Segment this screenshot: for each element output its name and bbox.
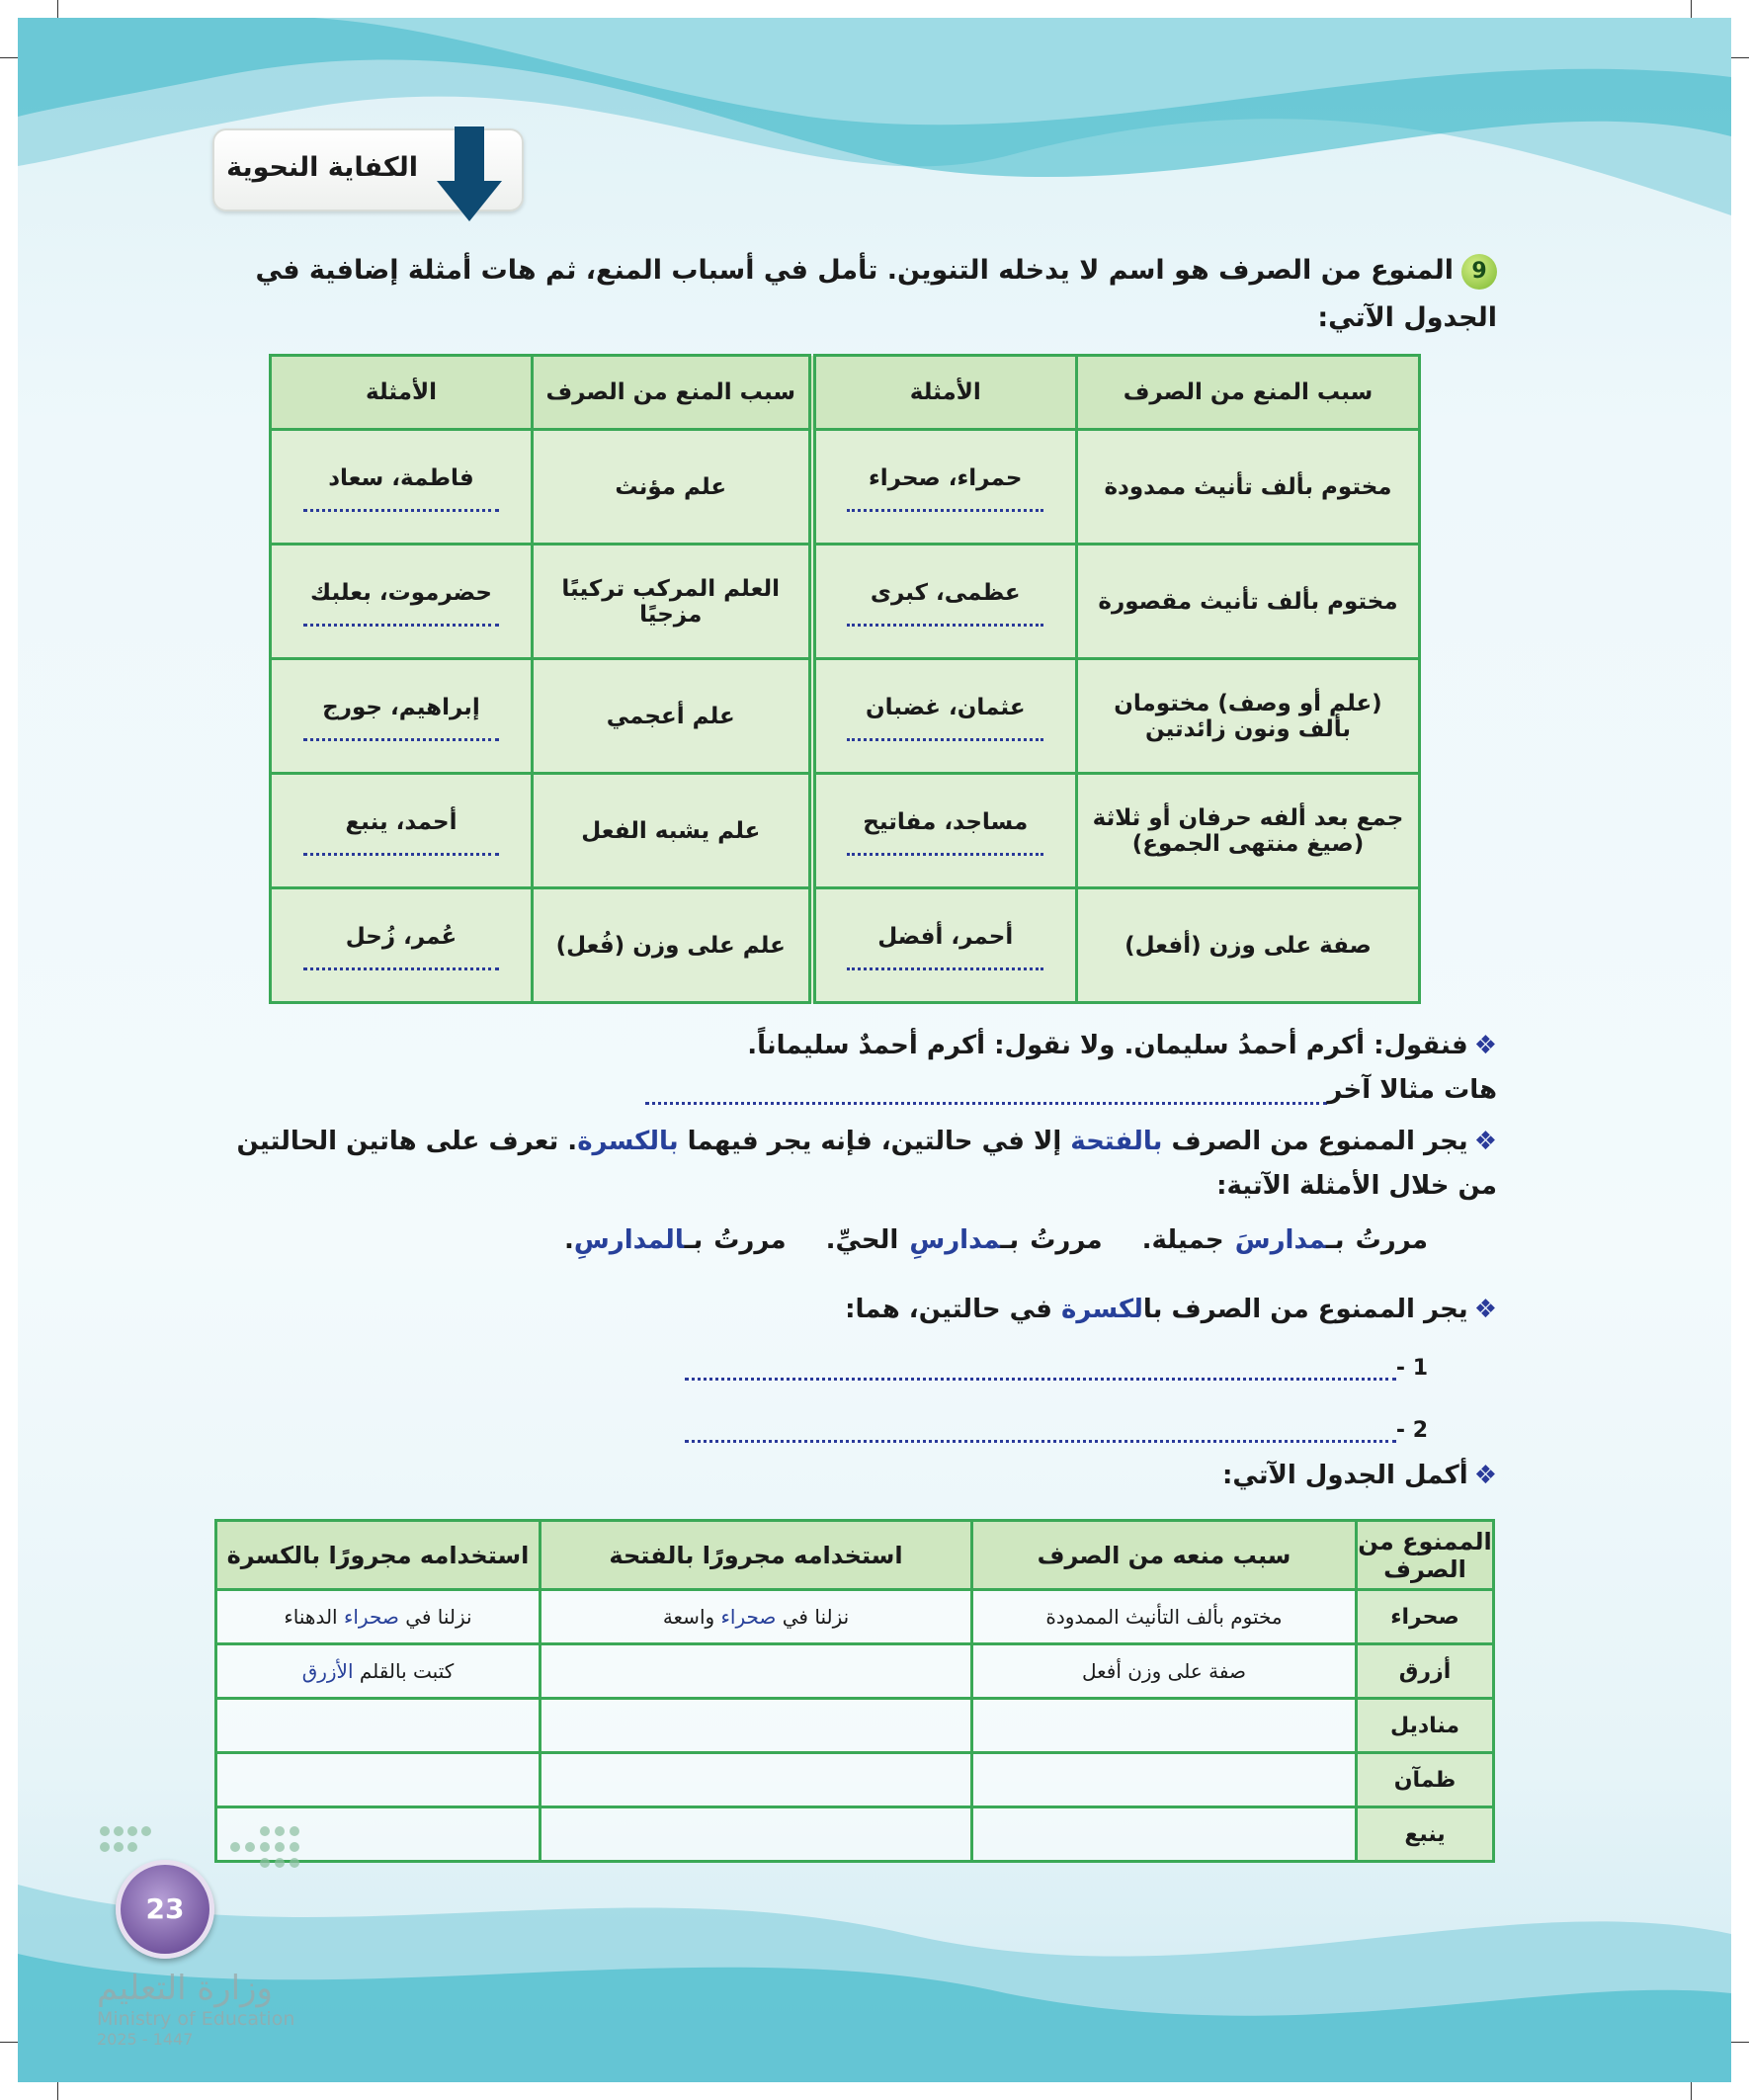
fatha-usage-cell[interactable] [541, 1753, 972, 1807]
examples-cell [271, 545, 533, 659]
example-sentence [826, 1225, 1103, 1255]
text: كتبت بالقلم [353, 1659, 455, 1683]
cell-text: مختوم بألف تأنيث مقصورة [1098, 588, 1398, 615]
kasra-usage-cell[interactable] [216, 1699, 541, 1753]
answer-line-1 [685, 1356, 1428, 1381]
text: يجر الممنوع من الصرف [1162, 1127, 1468, 1156]
answer-field[interactable] [847, 624, 1043, 627]
answer-field[interactable] [685, 1440, 1396, 1443]
cell-text: جمع بعد ألفه حرفان أو ثلاثة (صيغ منتهى الجموع) [1092, 804, 1404, 857]
reason-cell[interactable] [972, 1807, 1357, 1862]
cell-text: (علم أو وصف) مختومان بألف ونون زائدتين [1114, 690, 1382, 742]
reason-cell [533, 545, 812, 659]
reason-cell [1077, 774, 1420, 888]
answer-field[interactable] [847, 967, 1043, 970]
reason-text: مختوم بألف التأنيث الممدودة [1045, 1605, 1283, 1629]
answer-number: 1 - [1395, 1356, 1428, 1381]
table-row [216, 1753, 1494, 1807]
word-cell [1357, 1590, 1494, 1644]
diamond-bullet-icon: ❖ [1473, 1127, 1497, 1156]
examples-table [269, 354, 1421, 1004]
word-text: مناديل [1389, 1713, 1460, 1738]
word-cell [1357, 1753, 1494, 1807]
header-cell: سبب المنع من الصرف [533, 356, 812, 430]
word-text: صحراء [1390, 1604, 1459, 1630]
text: في حالتين، هما: [845, 1295, 1062, 1324]
reason-text: صفة على وزن أفعل [1081, 1659, 1247, 1683]
cell-text: صفة على وزن (أفعل) [1124, 932, 1372, 959]
cell-text: العلم المركب تركيبًا مزجيًا [561, 575, 781, 628]
text: الدهناء [284, 1605, 344, 1629]
header-cell: الأمثلة [271, 356, 533, 430]
text: . [563, 1225, 574, 1255]
cell-text: حضرموت، بعلبك [310, 580, 492, 606]
prompt-text: هات مثالا آخر [1327, 1075, 1497, 1105]
complete-table [214, 1519, 1495, 1863]
logo-english: Ministry of Education [97, 2008, 295, 2030]
diamond-bullet-icon: ❖ [1473, 1295, 1497, 1324]
answer-field[interactable] [847, 738, 1043, 741]
text: واسعة [662, 1605, 721, 1629]
answer-field[interactable] [303, 967, 499, 970]
text: إلا في حالتين، فإنه يجر فيهما [678, 1127, 1071, 1156]
header-cell: استخدامه مجرورًا بالفتحة [541, 1521, 972, 1590]
reason-cell [1077, 430, 1420, 545]
reason-cell [972, 1590, 1357, 1644]
answer-field[interactable] [847, 853, 1043, 856]
answer-field[interactable] [685, 1378, 1396, 1381]
answer-field[interactable] [645, 1102, 1327, 1105]
table-header-row [271, 356, 1420, 430]
examples-cell [812, 545, 1077, 659]
highlight-word: الأزرق [301, 1659, 354, 1683]
reason-cell [533, 659, 812, 774]
highlight-word: صحراء [720, 1605, 777, 1629]
cell-text: مساجد، مفاتيح [863, 809, 1029, 835]
question-number-badge: 9 [1461, 254, 1497, 290]
header-cell: سبب المنع من الصرف [1077, 356, 1420, 430]
cell-text: حمراء، صحراء [869, 465, 1023, 491]
down-arrow-icon [435, 126, 504, 221]
page-number: 23 [116, 1860, 214, 1959]
text: جميلة. [1141, 1225, 1235, 1255]
ministry-logo-dots [97, 1823, 309, 1873]
word-cell [1357, 1644, 1494, 1699]
example-sentence [564, 1225, 787, 1255]
cell-text: عثمان، غضبان [865, 695, 1026, 720]
highlight-word: المدارسِ [573, 1225, 685, 1255]
answer-number: 2 - [1395, 1418, 1428, 1443]
examples-cell [271, 774, 533, 888]
highlight-kasra: لكسرة [1061, 1295, 1143, 1324]
kasra-usage-cell[interactable] [216, 1753, 541, 1807]
highlight-word: مدارسَ [1234, 1225, 1326, 1255]
logo-arabic: وزارة التعليم [97, 1969, 273, 2008]
word-cell [1357, 1699, 1494, 1753]
cell-text: إبراهيم، جورج [322, 695, 480, 720]
answer-field[interactable] [303, 624, 499, 627]
highlight-word: مدارسِ [909, 1225, 1001, 1255]
ministry-logo [97, 1969, 294, 2049]
fatha-usage-cell [541, 1590, 972, 1644]
header-cell: الممنوع من الصرف [1357, 1521, 1494, 1590]
table-row [216, 1807, 1494, 1862]
question-9 [212, 247, 1497, 342]
highlight-kasra: بالكسرة [577, 1127, 679, 1156]
answer-field[interactable] [303, 509, 499, 512]
kasra-usage-cell [216, 1590, 541, 1644]
bullet-rule [212, 1120, 1497, 1209]
word-text: ينبع [1404, 1821, 1446, 1847]
header-cell: الأمثلة [812, 356, 1077, 430]
section-title: الكفاية النحوية [226, 152, 418, 183]
cell-text: علم مؤنث [615, 473, 727, 500]
cell-text: أحمر، أفضل [877, 924, 1014, 950]
header-cell: استخدامه مجرورًا بالكسرة [216, 1521, 541, 1590]
text: مررتُ بـ [684, 1225, 787, 1255]
answer-field[interactable] [847, 509, 1043, 512]
table-row [216, 1644, 1494, 1699]
bullet-complete-table [1222, 1461, 1497, 1490]
reason-cell[interactable] [972, 1753, 1357, 1807]
fatha-usage-cell[interactable] [541, 1807, 972, 1862]
examples-cell [812, 430, 1077, 545]
examples-cell [812, 659, 1077, 774]
examples-cell [812, 774, 1077, 888]
text: يجر الممنوع من الصرف با [1142, 1295, 1468, 1324]
cell-text: فاطمة، سعاد [328, 465, 474, 491]
table-row [271, 774, 1420, 888]
diamond-bullet-icon: ❖ [1473, 1031, 1497, 1060]
another-example-prompt [645, 1075, 1497, 1105]
reason-cell [972, 1644, 1357, 1699]
cell-text: عظمى، كبرى [870, 580, 1021, 606]
text: نزلنا في [398, 1605, 472, 1629]
table-row [216, 1699, 1494, 1753]
bullet-text: فنقول: أكرم أحمدُ سليمان. ولا نقول: أكرم أحمدٌ سليماناً. [747, 1031, 1468, 1060]
header-cell: سبب منعه من الصرف [972, 1521, 1357, 1590]
answer-field[interactable] [303, 853, 499, 856]
table-row [271, 430, 1420, 545]
examples-cell [812, 888, 1077, 1003]
table-row [271, 659, 1420, 774]
cell-text: علم يشبه الفعل [581, 817, 761, 844]
table-row [216, 1590, 1494, 1644]
table-row [271, 545, 1420, 659]
cell-text: علم على وزن (فُعل) [555, 932, 786, 959]
bullet-two-cases [845, 1295, 1497, 1324]
examples-line [525, 1225, 1428, 1255]
section-badge [212, 128, 524, 211]
word-text: أزرق [1398, 1658, 1452, 1684]
reason-cell [1077, 659, 1420, 774]
fatha-usage-cell[interactable] [541, 1699, 972, 1753]
highlight-fatha: بالفتحة [1070, 1127, 1163, 1156]
text: مررتُ بـ [1000, 1225, 1103, 1255]
table-header-row [216, 1521, 1494, 1590]
answer-line-2 [685, 1418, 1428, 1443]
cell-text: علم أعجمي [606, 703, 735, 729]
examples-cell [271, 659, 533, 774]
cell-text: عُمر، زُحل [345, 924, 458, 950]
examples-cell [271, 430, 533, 545]
diamond-bullet-icon: ❖ [1473, 1461, 1497, 1490]
reason-cell [533, 430, 812, 545]
text: . تعرف على هاتين الحالتين من خلال الأمثلة الآتية: [236, 1127, 1497, 1201]
examples-cell [271, 888, 533, 1003]
fatha-usage-cell[interactable] [541, 1644, 972, 1699]
word-text: ظمآن [1393, 1767, 1457, 1793]
highlight-word: صحراء [343, 1605, 399, 1629]
example-sentence [1142, 1225, 1428, 1255]
text: نزلنا في [776, 1605, 850, 1629]
reason-cell[interactable] [972, 1699, 1357, 1753]
text: الحيِّ. [825, 1225, 910, 1255]
reason-cell [533, 774, 812, 888]
answer-field[interactable] [303, 738, 499, 741]
cell-text: أحمد، ينبع [345, 809, 458, 835]
text: أكمل الجدول الآتي: [1222, 1461, 1468, 1490]
table-row [271, 888, 1420, 1003]
question-text: المنوع من الصرف هو اسم لا يدخله التنوين. تأمل في أسباب المنع، ثم هات أمثلة إضافية في الجدول الآتي: [255, 255, 1497, 333]
logo-year: 2025 - 1447 [97, 2030, 194, 2049]
word-cell [1357, 1807, 1494, 1862]
cell-text: مختوم بألف تأنيث ممدودة [1104, 473, 1392, 500]
text: مررتُ بـ [1325, 1225, 1428, 1255]
bullet-example [747, 1031, 1497, 1060]
reason-cell [1077, 888, 1420, 1003]
reason-cell [1077, 545, 1420, 659]
kasra-usage-cell [216, 1644, 541, 1699]
reason-cell [533, 888, 812, 1003]
